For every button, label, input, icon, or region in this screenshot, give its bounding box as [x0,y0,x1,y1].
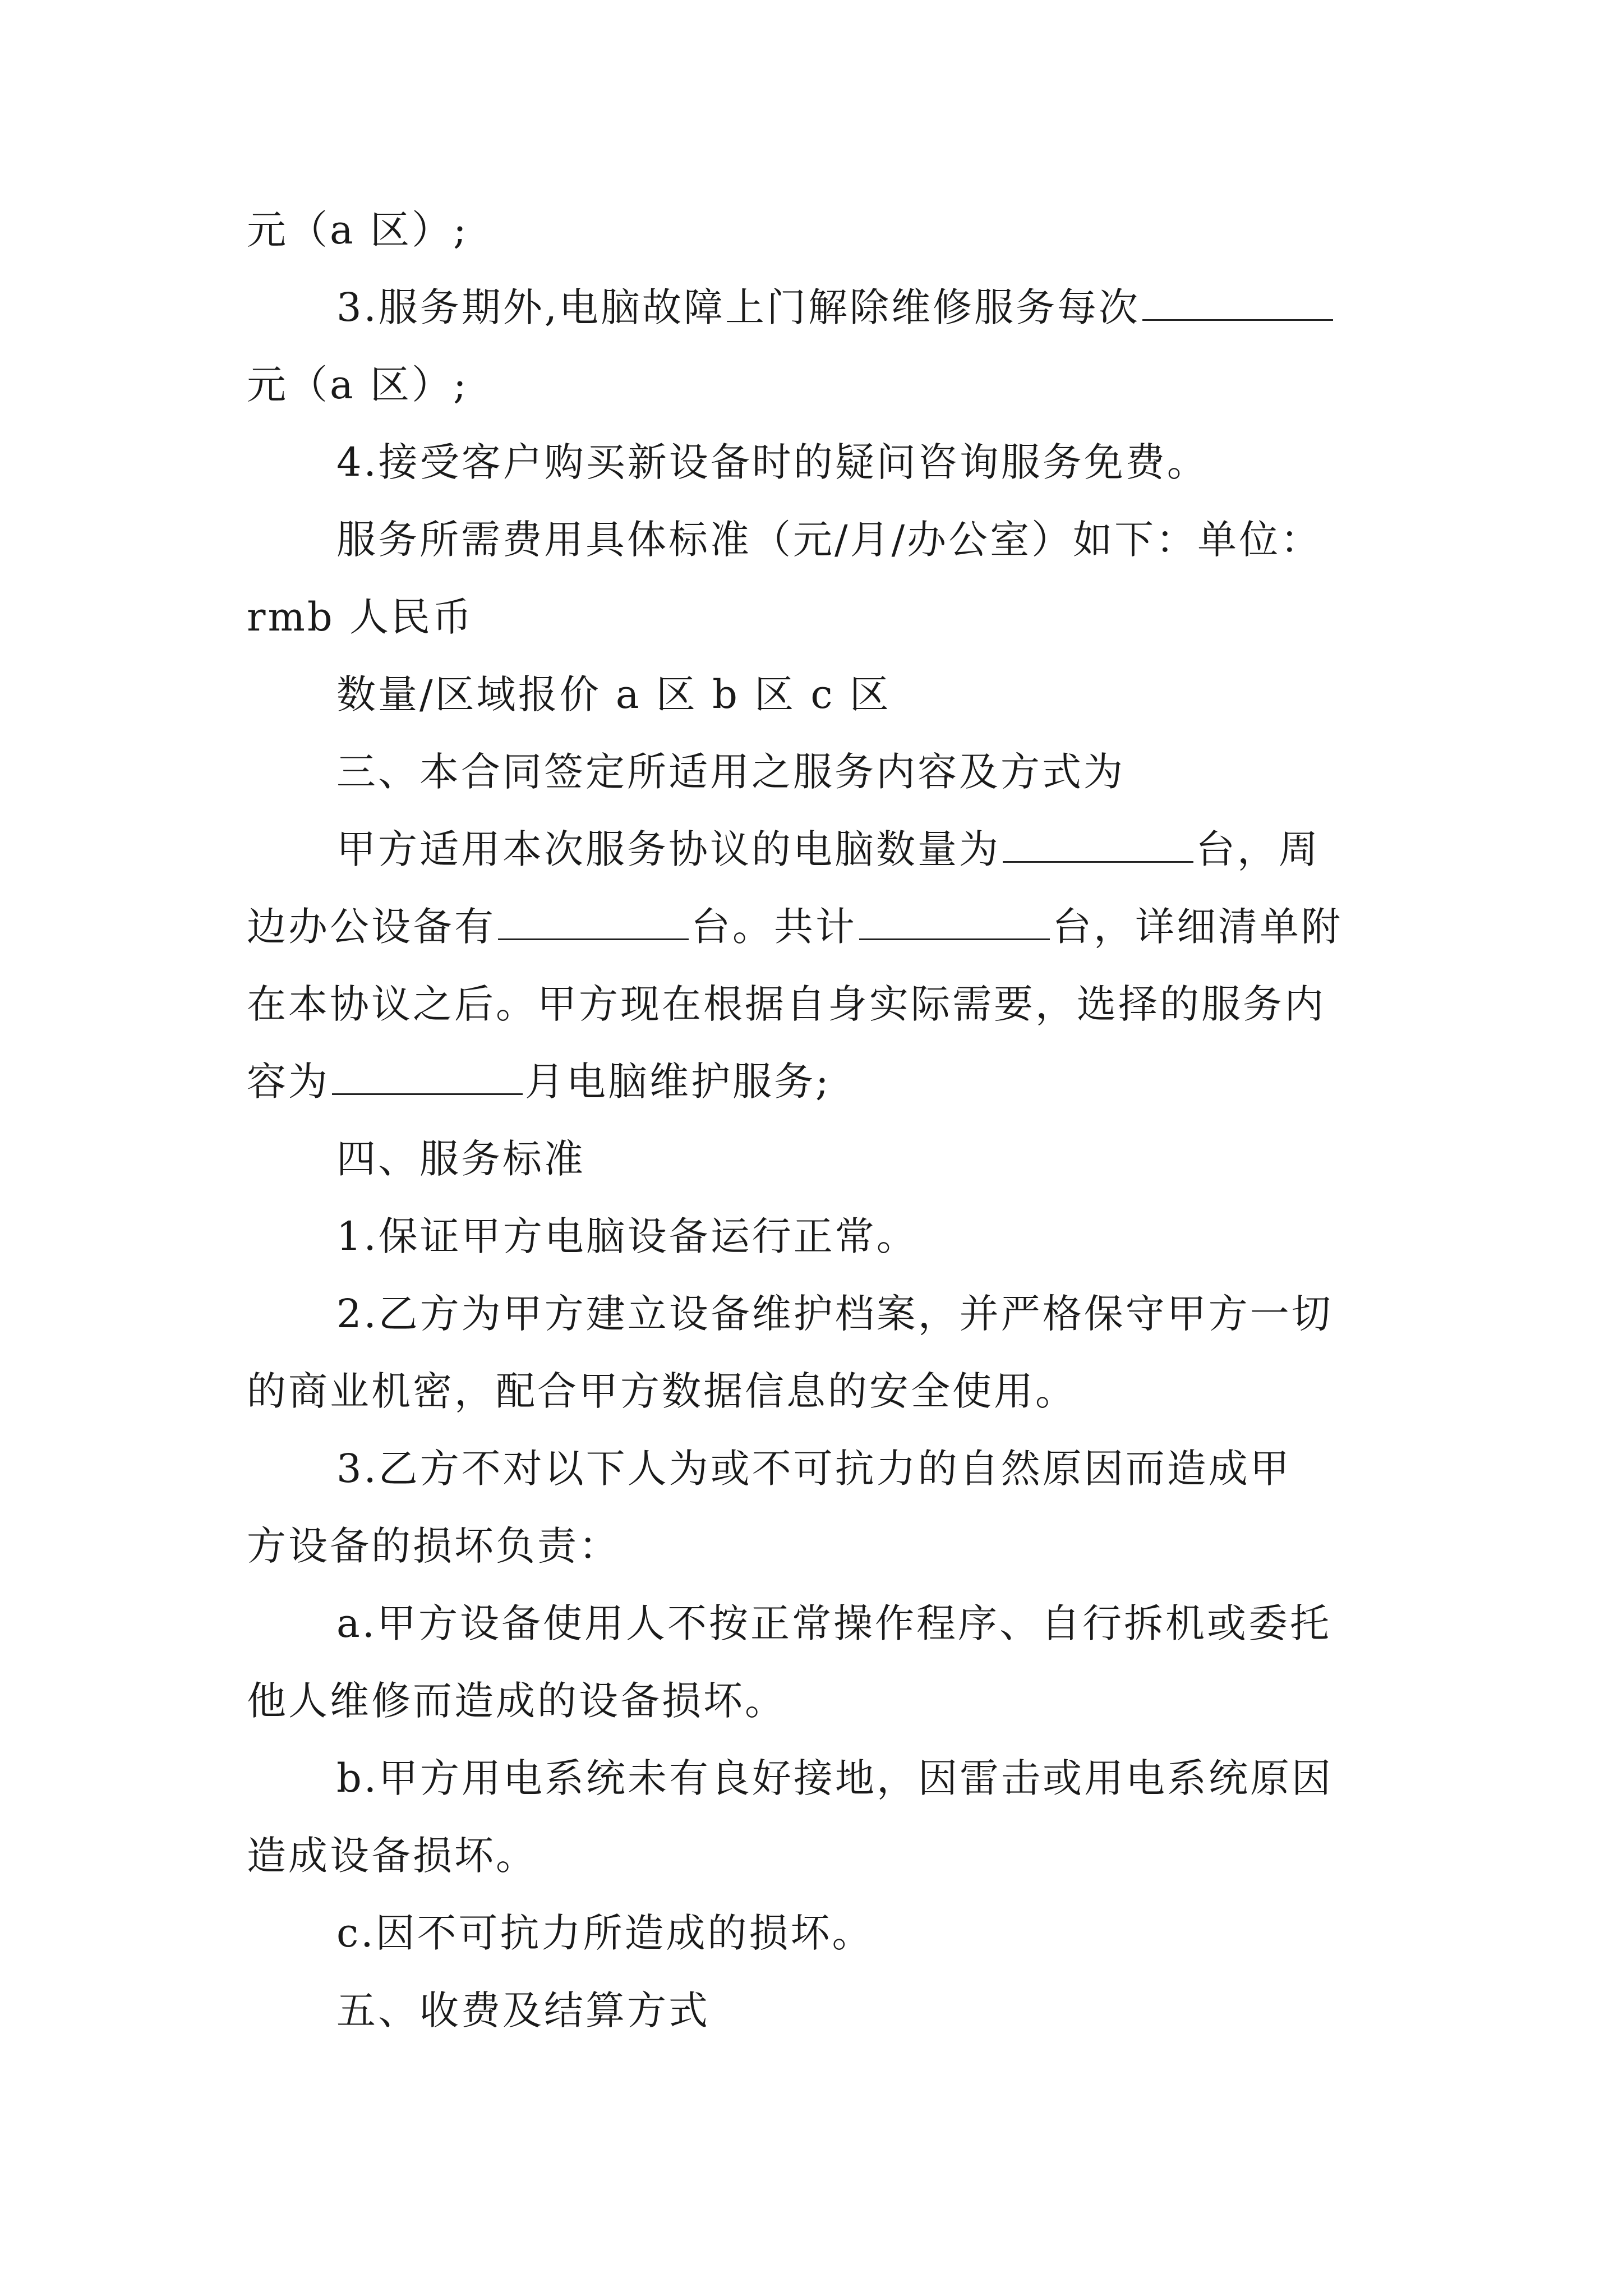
text-line: 甲方适用本次服务协议的电脑数量为 台，周 [336,826,1320,872]
fill-in-blank [332,1059,523,1095]
text-line: 他人维修而造成的设备损坏。 [247,1678,786,1724]
text-line: 造成设备损坏。 [247,1833,537,1879]
text-line: 容为 月电脑维护服务; [247,1059,831,1105]
section-heading: 五、收费及结算方式 [336,1987,710,2033]
text-line: 方设备的损坏负责： [247,1523,620,1569]
text-line: c.因不可抗力所造成的损坏。 [336,1910,874,1956]
section-heading: 三、本合同签定所适用之服务内容及方式为 [336,749,1125,795]
text-line: b.甲方用电系统未有良好接地，因雷击或用电系统原因 [336,1755,1334,1801]
fill-in-blank [859,904,1050,940]
text-line: 元（a 区）; [247,207,469,253]
fill-in-blank [498,904,689,940]
text-line: 元（a 区）; [247,362,469,408]
text-line: 3.服务期外,电脑故障上门解除维修服务每次 [336,282,1335,333]
text-line: 1.保证甲方电脑设备运行正常。 [336,1213,918,1259]
text-line: 的商业机密，配合甲方数据信息的安全使用。 [247,1368,1077,1414]
text-line: 2.乙方为甲方建立设备维护档案，并严格保守甲方一切 [336,1291,1333,1337]
text-line: 4.接受客户购买新设备时的疑问咨询服务免费。 [336,439,1209,485]
text-line: 在本协议之后。甲方现在根据自身实际需要，选择的服务内 [247,981,1326,1027]
fill-in-blank [1003,826,1193,863]
text-line: 3.乙方不对以下人为或不可抗力的自然原因而造成甲 [336,1446,1292,1492]
section-heading: 四、服务标准 [336,1136,585,1182]
text-line: rmb 人民币 [247,594,474,640]
text-line: 数量/区域报价 a 区 b 区 c 区 [336,671,891,717]
fill-in-blank [1142,284,1333,321]
text-line: 边办公设备有 台。共计 台，详细清单附 [247,904,1343,950]
text-line: a.甲方设备使用人不按正常操作程序、自行拆机或委托 [336,1600,1331,1646]
text-line: 服务所需费用具体标准（元/月/办公室）如下：单位： [336,517,1322,563]
